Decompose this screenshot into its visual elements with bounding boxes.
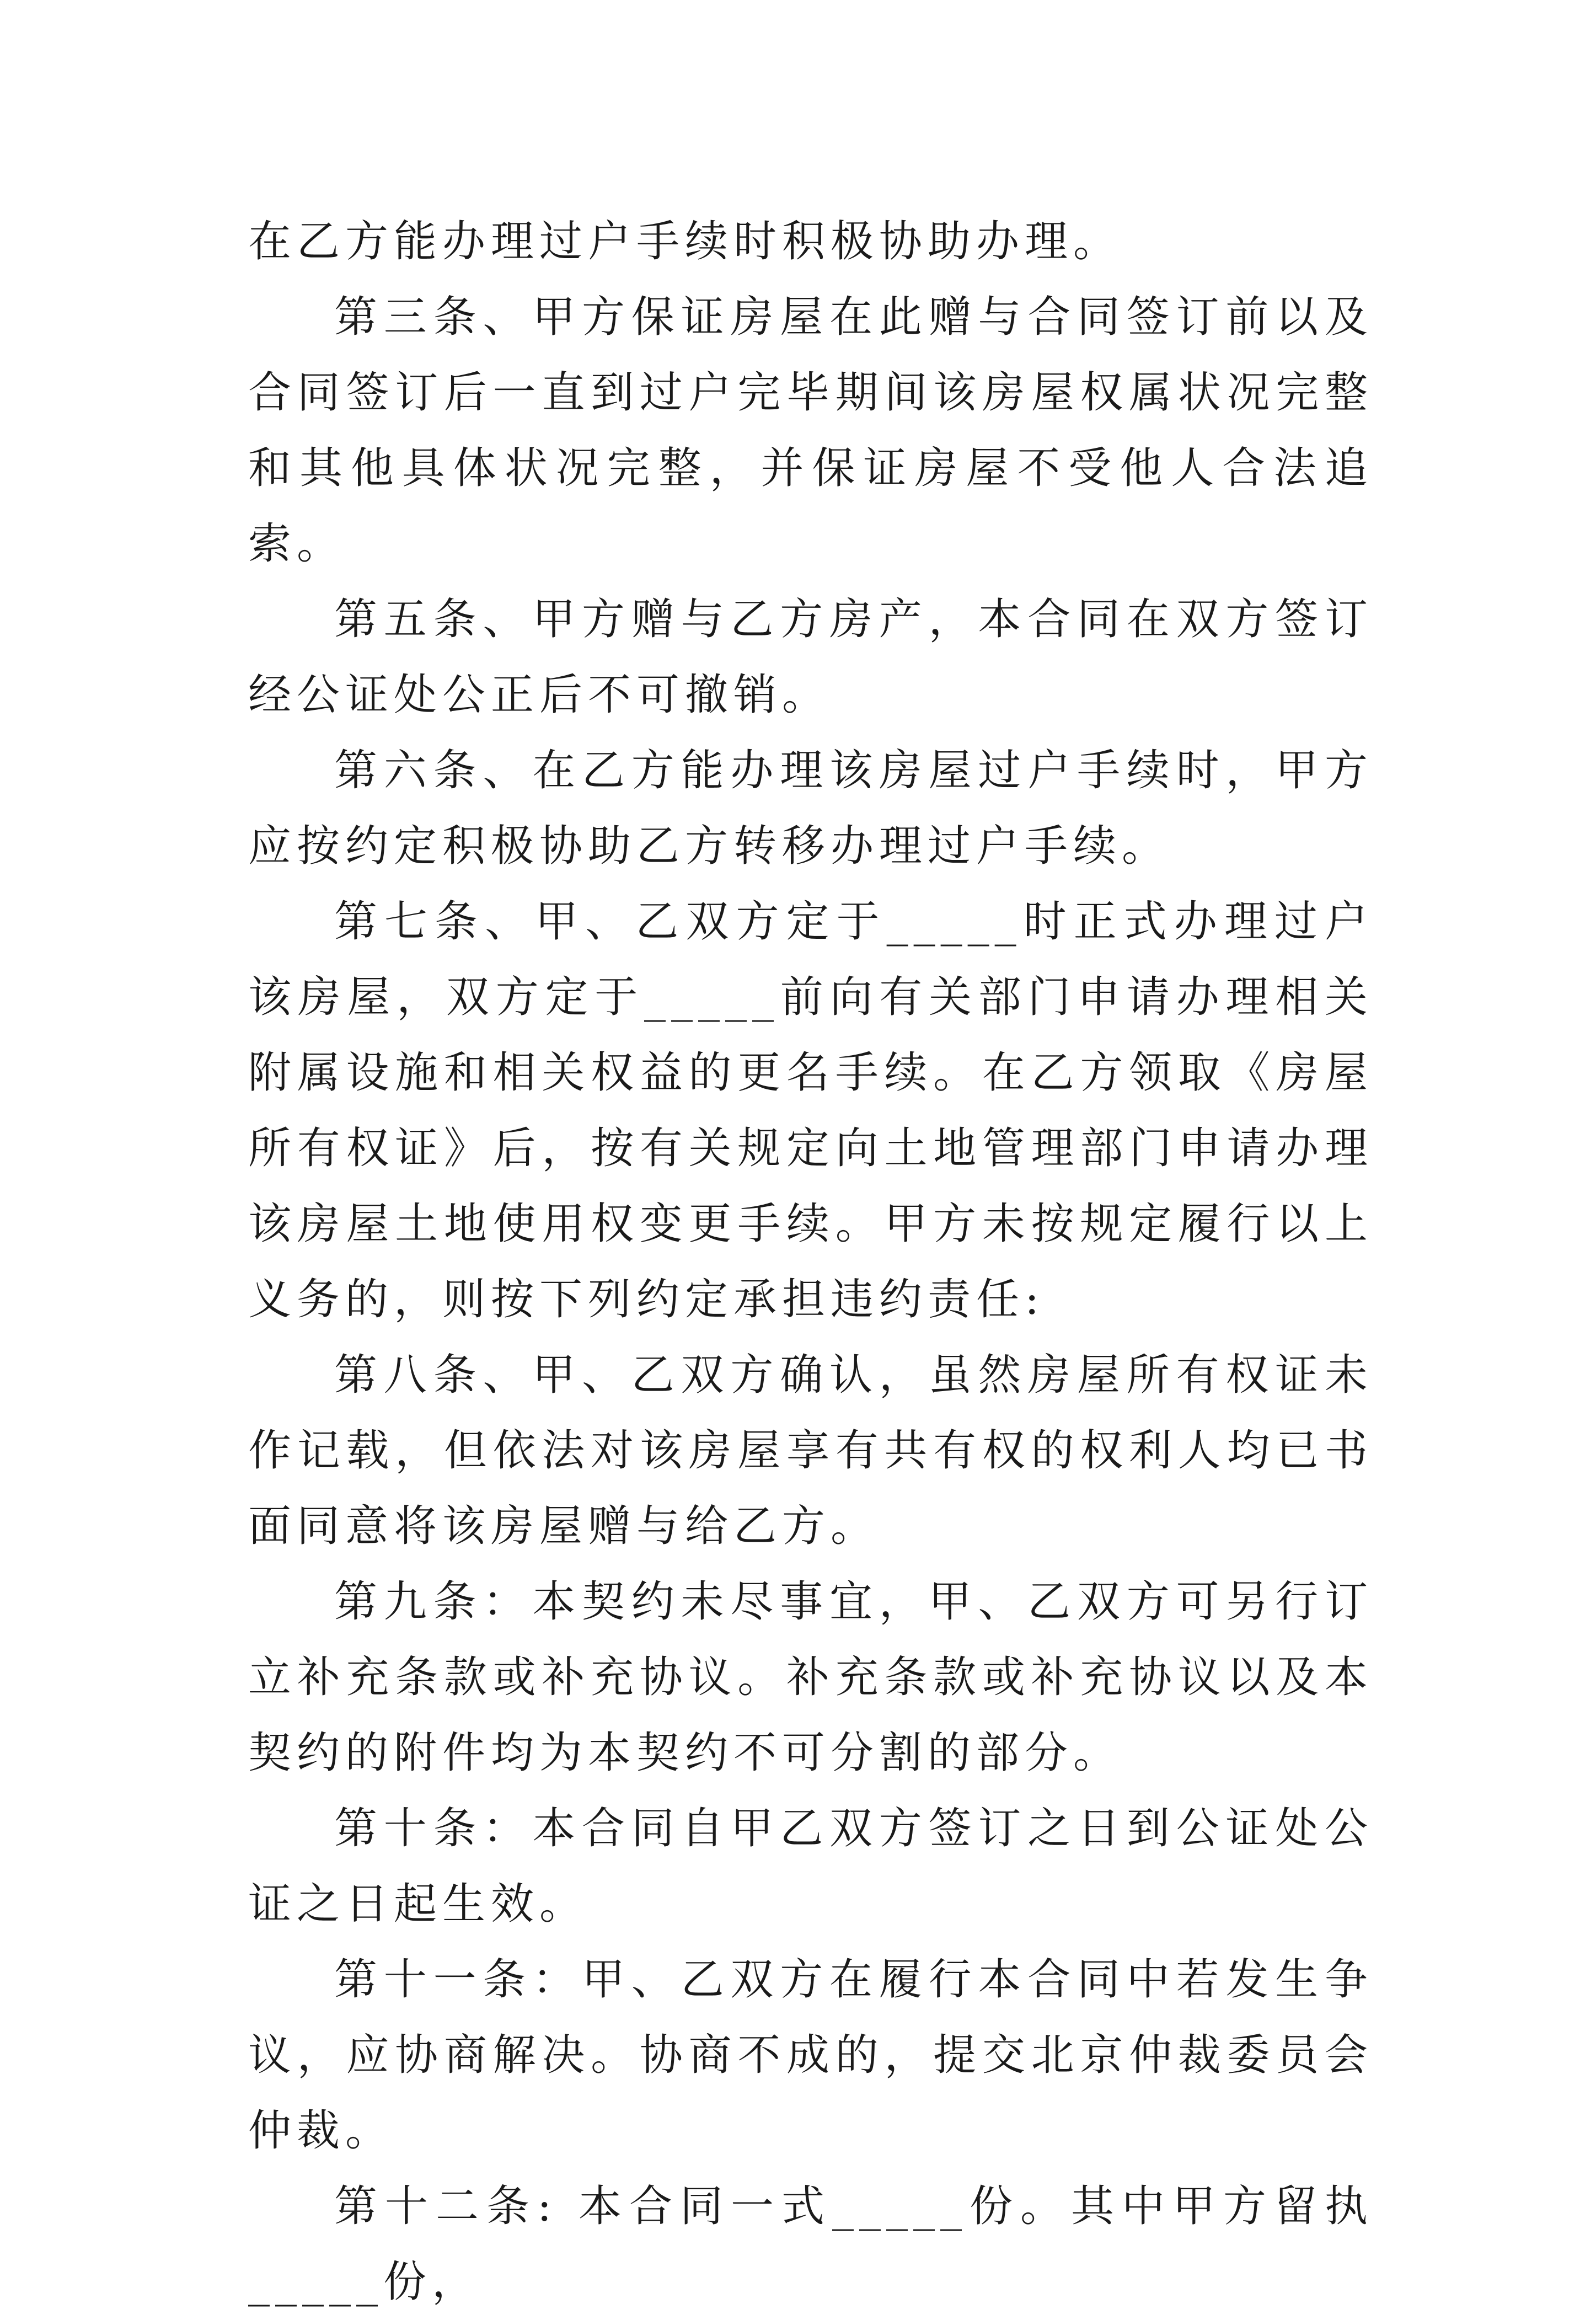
- paragraph-article-5: 第五条、甲方赠与乙方房产，本合同在双方签订经公证处公正后不可撤销。: [248, 595, 1373, 720]
- paragraph-article-6: 第六条、在乙方能办理该房屋过户手续时，甲方应按约定积极协助乙方转移办理过户手续。: [248, 746, 1373, 871]
- paragraph-article-12: 第十二条: 本合同一式_____份。其中甲方留执_____份，: [248, 2182, 1373, 2307]
- paragraph-article-11: 第十一条：甲、乙双方在履行本合同中若发生争议，应协商解决。协商不成的，提交北京仲裁委员会仲裁。: [248, 1955, 1373, 2156]
- paragraph-article-3: 第三条、甲方保证房屋在此赠与合同签订前以及合同签订后一直到过户完毕期间该房屋权属状况完整和其他具体状况完整，并保证房屋不受他人合法追索。: [248, 292, 1373, 569]
- paragraph-article-9: 第九条：本契约未尽事宜，甲、乙双方可另行订立补充条款或补充协议。补充条款或补充协议以及本契约的附件均为本契约不可分割的部分。: [248, 1577, 1373, 1778]
- contract-body: [248, 204, 1373, 2320]
- paragraph-article-10: 第十条：本合同自甲乙双方签订之日到公证处公证之日起生效。: [248, 1804, 1373, 1929]
- paragraph-article-7: 第七条、甲、乙双方定于_____时正式办理过户该房屋，双方定于_____前向有关部门申请办理相关附属设施和相关权益的更名手续。在乙方领取《房屋所有权证》后，按有关规定向土地管理部门申请办理该房屋土地使用权变更手续。甲方未按规定履行以上义务的，则按下列约定承担违约责任:: [248, 897, 1373, 1324]
- paragraph-article-8: 第八条、甲、乙双方确认，虽然房屋所有权证未作记载，但依法对该房屋享有共有权的权利人均已书面同意将该房屋赠与给乙方。: [248, 1350, 1373, 1551]
- paragraph-1: 在乙方能办理过户手续时积极协助办理。: [248, 217, 1122, 266]
